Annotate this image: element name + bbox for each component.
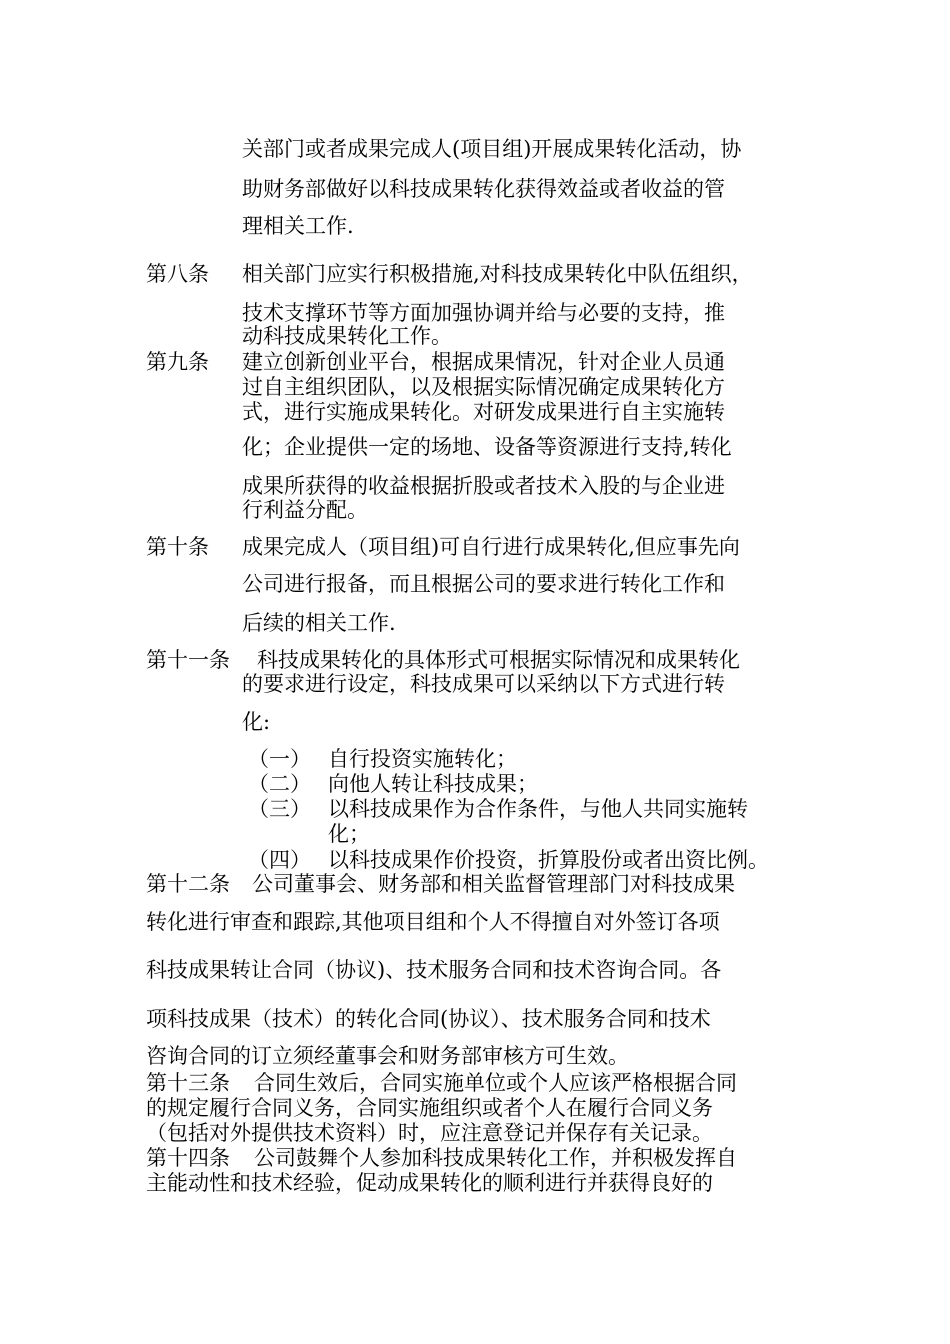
article-label: 第十二条 [146, 872, 230, 896]
article-label: 第十条 [146, 535, 209, 559]
text-line: 助财务部做好以科技成果转化获得效益或者收益的管 [242, 177, 725, 201]
text-line: 科技成果转化的具体形式可根据实际情况和成果转化 [257, 648, 740, 672]
text-line: 成果完成人（项目组)可自行进行成果转化,但应事先向 [242, 535, 740, 559]
text-line: 项科技成果（技术）的转化合同(协议）、技术服务合同和技术 [146, 1007, 711, 1031]
text-line: 公司进行报备，而且根据公司的要求进行转化工作和 [242, 572, 725, 596]
list-item-number: （一） [248, 747, 311, 771]
list-item-text: 以科技成果作价投资，折算股份或者出资比例。 [328, 848, 769, 872]
text-line: 咨询合同的订立须经董事会和财务部审核方可生效。 [146, 1044, 629, 1068]
text-line: 化；企业提供一定的场地、设备等资源进行支持,转化 [242, 435, 732, 459]
text-line: 理相关工作. [242, 214, 354, 238]
text-line: 技术支撑环节等方面加强协调并给与必要的支持，推 [242, 301, 725, 325]
text-line: 过自主组织团队，以及根据实际情况确定成果转化方 [242, 375, 725, 399]
article-label: 第十三条 [146, 1071, 230, 1095]
text-line: （包括对外提供技术资料）时，应注意登记并保存有关记录。 [146, 1121, 713, 1145]
list-item-number: （四） [248, 848, 311, 872]
article-label: 第九条 [146, 350, 209, 374]
text-line: 公司鼓舞个人参加科技成果转化工作，并积极发挥自 [254, 1146, 737, 1170]
text-line: 后续的相关工作. [242, 611, 396, 635]
article-label: 第十四条 [146, 1146, 230, 1170]
text-line: 公司董事会、财务部和相关监督管理部门对科技成果 [252, 872, 735, 896]
list-item-number: （二） [248, 772, 311, 796]
text-line: 建立创新创业平台，根据成果情况，针对企业人员通 [242, 350, 725, 374]
text-line: 动科技成果转化工作。 [242, 324, 452, 348]
article-label: 第十一条 [146, 648, 230, 672]
list-item-text: 以科技成果作为合作条件，与他人共同实施转 [328, 797, 748, 821]
article-label: 第八条 [146, 262, 209, 286]
text-line: 行利益分配。 [242, 498, 368, 522]
text-line: 关部门或者成果完成人(项目组)开展成果转化活动，协 [242, 137, 742, 161]
list-item-text: 自行投资实施转化； [328, 747, 517, 771]
text-line: 的要求进行设定，科技成果可以采纳以下方式进行转 [242, 672, 725, 696]
text-line: 转化进行审查和跟踪,其他项目组和个人不得擅自对外签订各项 [146, 910, 720, 934]
text-line: 化: [242, 710, 271, 734]
text-line: 的规定履行合同义务，合同实施组织或者个人在履行合同义务 [146, 1096, 713, 1120]
text-line: 相关部门应实行积极措施,对科技成果转化中队伍组织， [242, 262, 753, 286]
text-line: 式，进行实施成果转化。对研发成果进行自主实施转 [242, 400, 725, 424]
text-line: 成果所获得的收益根据折股或者技术入股的与企业进 [242, 474, 725, 498]
text-line: 合同生效后，合同实施单位或个人应该严格根据合同 [254, 1071, 737, 1095]
list-item-number: （三） [248, 797, 311, 821]
text-line: 科技成果转让合同（协议)、技术服务合同和技术咨询合同。各 [146, 958, 722, 982]
list-item-text: 化； [328, 822, 370, 846]
text-line: 主能动性和技术经验，促动成果转化的顺利进行并获得良好的 [146, 1171, 713, 1195]
list-item-text: 向他人转让科技成果； [328, 772, 538, 796]
